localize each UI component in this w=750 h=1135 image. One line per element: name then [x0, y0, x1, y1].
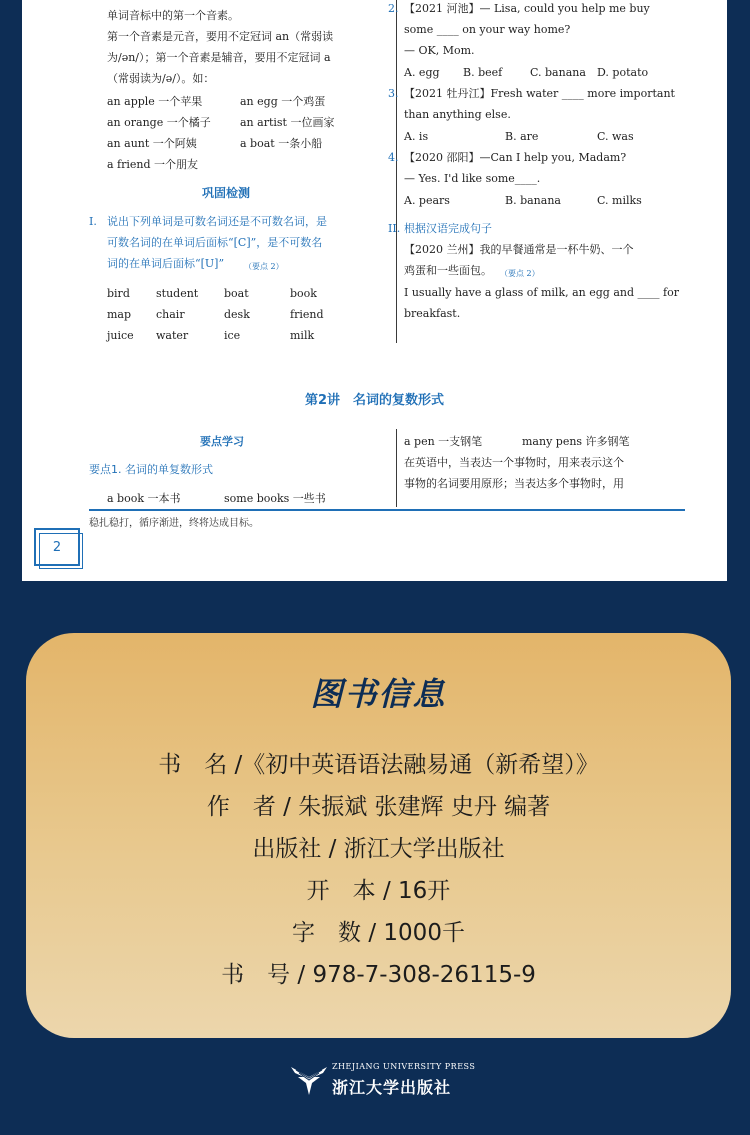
example-item: an aunt 一个阿姨	[107, 137, 197, 150]
book-info-card	[26, 633, 731, 1038]
task-line: 词的在单词后面标“[U]”	[107, 257, 225, 270]
answer-option: C. banana	[530, 66, 586, 79]
key-point: 要点1. 名词的单复数形式	[89, 463, 213, 476]
study-heading: 要点学习	[200, 435, 244, 448]
example-item: a pen 一支钢笔	[404, 435, 483, 448]
task-note: （要点 2）	[244, 262, 284, 271]
word-cell: friend	[290, 308, 324, 321]
question-line: — Yes. I'd like some____.	[404, 172, 541, 185]
question-line: — OK, Mom.	[404, 44, 475, 57]
example-item: many pens 许多钢笔	[522, 435, 630, 448]
example-item: an egg 一个鸡蛋	[240, 95, 326, 108]
book-format-line: 开 本 / 16开	[306, 878, 451, 904]
footer-motto: 稳扎稳打，循序渐进，终将达成目标。	[89, 518, 259, 529]
word-cell: map	[107, 308, 132, 321]
body-text-line: 为/ən/）；第一个音素是辅音，要用不定冠词 a	[107, 51, 331, 64]
task-number: I.	[89, 215, 97, 228]
example-item: an apple 一个苹果	[107, 95, 203, 108]
answer-option: C. milks	[597, 194, 642, 207]
column-divider	[396, 0, 397, 343]
footer-rule	[89, 509, 685, 511]
book-isbn-line: 书 号 / 978-7-308-26115-9	[221, 962, 536, 988]
lesson-title: 第2讲 名词的复数形式	[304, 393, 445, 408]
question-line: 【2020 兰州】我的早餐通常是一杯牛奶、一个	[404, 243, 634, 256]
section-number: II.	[388, 222, 401, 235]
word-cell: juice	[107, 329, 134, 342]
book-publisher-line: 出版社 / 浙江大学出版社	[252, 836, 505, 862]
word-cell: boat	[224, 287, 249, 300]
question-line: than anything else.	[404, 108, 511, 121]
answer-option: C. was	[597, 130, 634, 143]
question-line: 鸡蛋和一些面包。	[404, 264, 492, 277]
body-text-line: 第一个音素是元音，要用不定冠词 an（常弱读	[107, 30, 334, 43]
page-number-text: 2	[52, 539, 62, 555]
book-info-title: 图书信息	[310, 675, 447, 713]
task-line: 可数名词的在单词后面标“[C]”，是不可数名	[107, 236, 323, 249]
task-note: （要点 2）	[500, 269, 540, 278]
example-item: an artist 一位画家	[240, 116, 335, 129]
example-item: an orange 一个橘子	[107, 116, 211, 129]
example-item: a boat 一条小船	[240, 137, 323, 150]
word-cell: bird	[107, 287, 130, 300]
answer-option: A. egg	[404, 66, 440, 79]
word-cell: desk	[224, 308, 250, 321]
question-line: I usually have a glass of milk, an egg and ____ for	[404, 286, 679, 299]
example-item: a friend 一个朋友	[107, 158, 199, 171]
word-cell: chair	[156, 308, 185, 321]
word-cell: ice	[224, 329, 241, 342]
question-number: 2.	[388, 2, 399, 15]
textbook-page-preview	[22, 0, 727, 581]
publisher-name-en: ZHEJIANG UNIVERSITY PRESS	[332, 1062, 476, 1071]
column-divider	[396, 429, 397, 507]
question-number: 4.	[388, 151, 399, 164]
question-number: 3.	[388, 87, 399, 100]
section-title: 根据汉语完成句子	[404, 222, 492, 235]
book-author-line: 作 者 / 朱振斌 张建辉 史丹 编著	[206, 794, 551, 820]
section-title: 巩固检测	[202, 186, 251, 200]
publisher-name-cn: 浙江大学出版社	[332, 1078, 452, 1097]
eagle-icon	[290, 1063, 328, 1097]
answer-option: B. banana	[505, 194, 561, 207]
answer-option: B. beef	[463, 66, 503, 79]
word-cell: student	[156, 287, 199, 300]
body-text-line: （常弱读为/ə/）。如：	[107, 72, 215, 85]
example-item: some books 一些书	[224, 492, 326, 505]
book-wordcount-line: 字 数 / 1000千	[292, 920, 465, 946]
word-cell: water	[156, 329, 189, 342]
body-text-line: 在英语中，当表达一个事物时，用来表示这个	[404, 456, 624, 469]
question-line: 【2021 河池】— Lisa, could you help me buy	[404, 2, 650, 15]
answer-option: A. is	[404, 130, 429, 143]
word-cell: milk	[290, 329, 315, 342]
book-title-line: 书 名 /《初中英语语法融易通（新希望）》	[158, 752, 599, 778]
question-line: 【2020 邵阳】—Can I help you, Madam?	[404, 151, 627, 164]
page-number	[34, 528, 80, 566]
question-line: 【2021 牡丹江】Fresh water ____ more important	[404, 87, 675, 100]
task-line: 说出下列单词是可数名词还是不可数名词，是	[107, 215, 327, 228]
answer-option: B. are	[505, 130, 539, 143]
publisher-logo	[290, 1060, 476, 1100]
body-text-line: 事物的名词要用原形；当表达多个事物时，用	[404, 477, 624, 490]
example-item: a book 一本书	[107, 492, 181, 505]
question-line: some ____ on your way home?	[404, 23, 571, 36]
answer-option: A. pears	[404, 194, 450, 207]
answer-option: D. potato	[597, 66, 649, 79]
word-cell: book	[290, 287, 317, 300]
question-line: breakfast.	[404, 307, 461, 320]
body-text-line: 单词音标中的第一个音素。	[107, 9, 239, 22]
